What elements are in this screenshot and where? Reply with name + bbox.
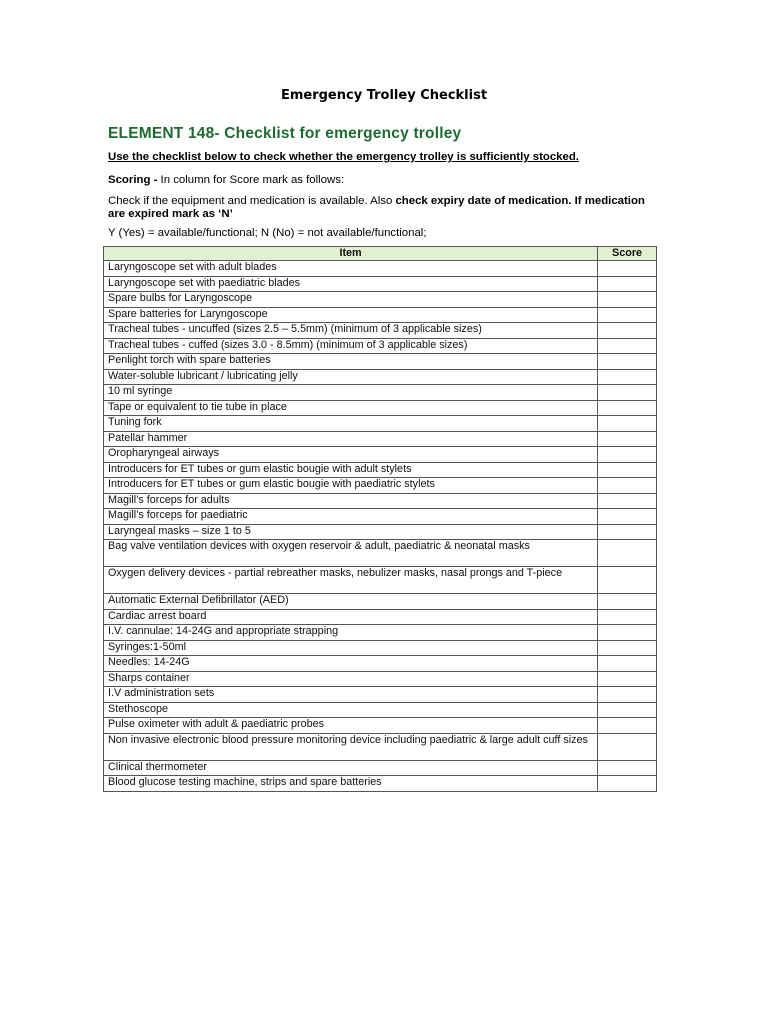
item-cell: Water-soluble lubricant / lubricating jelly [104,369,598,385]
item-cell: Magill’s forceps for paediatric [104,509,598,525]
scoring-legend: Y (Yes) = available/functional; N (No) = not available/functional; [108,227,427,239]
table-row [104,509,657,525]
table-header-row [104,247,657,261]
table-row [104,567,657,594]
check-paragraph [108,195,660,220]
item-cell: Tape or equivalent to tie tube in place [104,400,598,416]
score-cell[interactable] [598,671,657,687]
item-cell: Oropharyngeal airways [104,447,598,463]
score-cell[interactable] [598,338,657,354]
score-cell[interactable] [598,524,657,540]
table-row [104,609,657,625]
score-cell[interactable] [598,478,657,494]
score-cell[interactable] [598,292,657,308]
table-row [104,478,657,494]
table-row [104,385,657,401]
item-cell: I.V. cannulae: 14-24G and appropriate strapping [104,625,598,641]
scoring-line [108,174,344,186]
table-row [104,292,657,308]
score-cell[interactable] [598,625,657,641]
item-cell: 10 ml syringe [104,385,598,401]
item-cell: Automatic External Defibrillator (AED) [104,594,598,610]
header-item: Item [104,247,598,261]
table-row [104,776,657,792]
checklist-table [103,246,657,792]
score-cell[interactable] [598,369,657,385]
table-row [104,671,657,687]
table-row [104,323,657,339]
score-cell[interactable] [598,261,657,277]
table-row [104,524,657,540]
table-row [104,656,657,672]
score-cell[interactable] [598,493,657,509]
item-cell: Laryngoscope set with paediatric blades [104,276,598,292]
score-cell[interactable] [598,323,657,339]
score-cell[interactable] [598,609,657,625]
header-score: Score [598,247,657,261]
score-cell[interactable] [598,431,657,447]
check-text: Check if the equipment and medication is available. Also [108,195,396,207]
table-row [104,625,657,641]
item-cell: Tuning fork [104,416,598,432]
table-row [104,431,657,447]
score-cell[interactable] [598,760,657,776]
table-row [104,493,657,509]
score-cell[interactable] [598,567,657,594]
item-cell: Syringes:1-50ml [104,640,598,656]
table-row [104,369,657,385]
item-cell: Tracheal tubes - cuffed (sizes 3.0 - 8.5mm) (minimum of 3 applicable sizes) [104,338,598,354]
score-cell[interactable] [598,416,657,432]
score-cell[interactable] [598,462,657,478]
score-cell[interactable] [598,307,657,323]
item-cell: I.V administration sets [104,687,598,703]
item-cell: Sharps container [104,671,598,687]
item-cell: Spare batteries for Laryngoscope [104,307,598,323]
table-row [104,640,657,656]
item-cell: Cardiac arrest board [104,609,598,625]
score-cell[interactable] [598,656,657,672]
table-row [104,718,657,734]
item-cell: Penlight torch with spare batteries [104,354,598,370]
table-row [104,540,657,567]
item-cell: Oxygen delivery devices - partial rebreather masks, nebulizer masks, nasal prongs and T-piece [104,567,598,594]
table-row [104,276,657,292]
item-cell: Magill’s forceps for adults [104,493,598,509]
item-cell: Bag valve ventilation devices with oxygen reservoir & adult, paediatric & neonatal masks [104,540,598,567]
element-heading: ELEMENT 148- Checklist for emergency trolley [108,125,462,142]
score-cell[interactable] [598,447,657,463]
scoring-text: In column for Score mark as follows: [157,174,345,186]
score-cell[interactable] [598,540,657,567]
instruction-text: Use the checklist below to check whether the emergency trolley is sufficiently stocked. [108,151,579,163]
score-cell[interactable] [598,702,657,718]
table-row [104,702,657,718]
table-row [104,400,657,416]
item-cell: Spare bulbs for Laryngoscope [104,292,598,308]
item-cell: Laryngoscope set with adult blades [104,261,598,277]
item-cell: Blood glucose testing machine, strips and spare batteries [104,776,598,792]
score-cell[interactable] [598,718,657,734]
item-cell: Needles: 14-24G [104,656,598,672]
table-row [104,462,657,478]
table-row [104,354,657,370]
score-cell[interactable] [598,276,657,292]
check-text-bold: check expiry date of medication. If medication are expired mark as ‘N’ [108,195,645,220]
item-cell: Non invasive electronic blood pressure monitoring device including paediatric & large adult cuff sizes [104,733,598,760]
item-cell: Patellar hammer [104,431,598,447]
score-cell[interactable] [598,640,657,656]
item-cell: Tracheal tubes - uncuffed (sizes 2.5 – 5.5mm) (minimum of 3 applicable sizes) [104,323,598,339]
page-title: Emergency Trolley Checklist [280,88,488,103]
table-row [104,733,657,760]
score-cell[interactable] [598,687,657,703]
table-row [104,261,657,277]
table-row [104,760,657,776]
table-row [104,307,657,323]
item-cell: Clinical thermometer [104,760,598,776]
item-cell: Introducers for ET tubes or gum elastic bougie with paediatric stylets [104,478,598,494]
score-cell[interactable] [598,400,657,416]
scoring-label: Scoring - [108,174,158,186]
score-cell[interactable] [598,509,657,525]
table-row [104,416,657,432]
score-cell[interactable] [598,385,657,401]
item-cell: Stethoscope [104,702,598,718]
item-cell: Pulse oximeter with adult & paediatric probes [104,718,598,734]
table-row [104,338,657,354]
item-cell: Introducers for ET tubes or gum elastic bougie with adult stylets [104,462,598,478]
item-cell: Laryngeal masks – size 1 to 5 [104,524,598,540]
score-cell[interactable] [598,733,657,760]
table-row [104,594,657,610]
score-cell[interactable] [598,594,657,610]
score-cell[interactable] [598,776,657,792]
table-row [104,447,657,463]
table-row [104,687,657,703]
score-cell[interactable] [598,354,657,370]
